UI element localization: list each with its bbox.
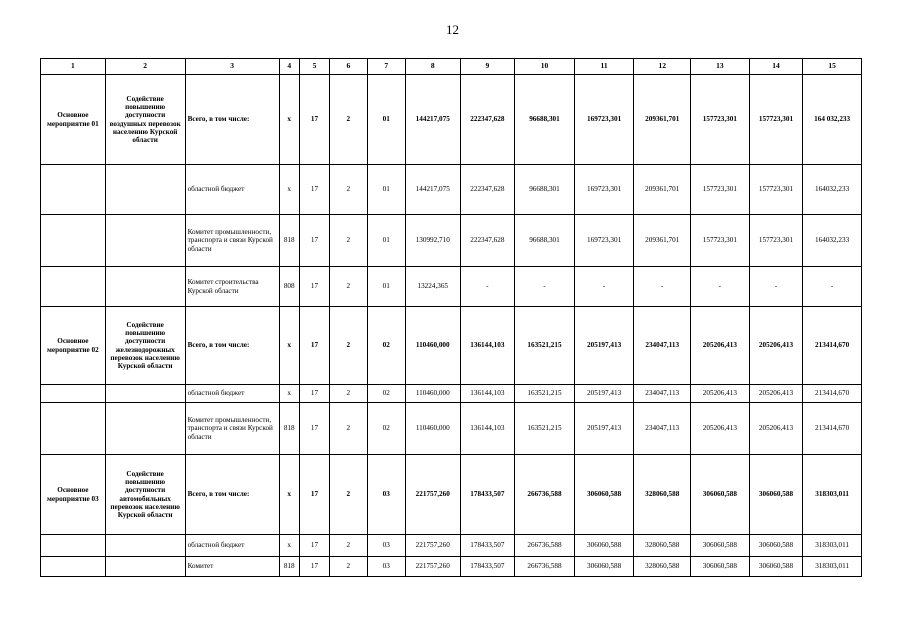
table-cell: 178433,507	[460, 557, 515, 577]
table-cell: 221757,260	[405, 535, 460, 557]
table-cell: 17	[299, 307, 329, 385]
table-cell: 213414,670	[803, 403, 862, 455]
table-cell: 205197,413	[574, 307, 634, 385]
table-cell: 17	[299, 267, 329, 307]
table-cell: 209361,701	[634, 165, 691, 215]
table-cell: 01	[367, 75, 405, 165]
table-cell: 17	[299, 215, 329, 267]
table-cell: 306060,588	[691, 455, 750, 535]
table-cell: 2	[330, 165, 367, 215]
empty-cell	[41, 557, 106, 577]
table-cell: 234047,113	[634, 307, 691, 385]
table-cell: 306060,588	[574, 557, 634, 577]
row-label: Всего, в том числе:	[185, 75, 279, 165]
row-label: Комитет	[185, 557, 279, 577]
table-row	[41, 535, 862, 557]
table-cell: 328060,588	[634, 455, 691, 535]
table-cell: 164032,233	[803, 215, 862, 267]
table-cell: 178433,507	[460, 455, 515, 535]
table-cell: 205206,413	[691, 403, 750, 455]
table-cell: 17	[299, 403, 329, 455]
table-cell: 136144,103	[460, 385, 515, 403]
empty-cell	[41, 403, 106, 455]
table-cell: 266736,588	[515, 535, 575, 557]
measure-description: Содействие повышению доступности воздушных перевозок населению Курской области	[105, 75, 185, 165]
column-header: 3	[185, 59, 279, 75]
table-cell: 96688,301	[515, 165, 575, 215]
table-cell: 2	[330, 267, 367, 307]
table-cell: х	[279, 455, 299, 535]
table-cell: 17	[299, 385, 329, 403]
table-cell: -	[460, 267, 515, 307]
table-cell: 136144,103	[460, 403, 515, 455]
table-cell: х	[279, 385, 299, 403]
column-header: 12	[634, 59, 691, 75]
table-cell: 205206,413	[749, 307, 803, 385]
table-cell: 808	[279, 267, 299, 307]
column-header: 14	[749, 59, 803, 75]
column-header: 2	[105, 59, 185, 75]
table-cell: 2	[330, 385, 367, 403]
table-row	[41, 455, 862, 535]
table-cell: 318303,011	[803, 557, 862, 577]
table-cell: 169723,301	[574, 165, 634, 215]
table-cell: 221757,260	[405, 557, 460, 577]
empty-cell	[41, 535, 106, 557]
empty-cell	[105, 385, 185, 403]
table-cell: 234047,113	[634, 403, 691, 455]
table-cell: -	[574, 267, 634, 307]
table-cell: 17	[299, 557, 329, 577]
row-label: областной бюджет	[185, 165, 279, 215]
column-header: 6	[330, 59, 367, 75]
table-cell: 03	[367, 455, 405, 535]
table-cell: 02	[367, 403, 405, 455]
table-cell: -	[803, 267, 862, 307]
column-header: 4	[279, 59, 299, 75]
table-cell: х	[279, 165, 299, 215]
table-cell: 02	[367, 307, 405, 385]
table-cell: 2	[330, 557, 367, 577]
table-cell: 818	[279, 557, 299, 577]
table-cell: 13224,365	[405, 267, 460, 307]
column-header: 5	[299, 59, 329, 75]
table-row	[41, 75, 862, 165]
table-cell: 2	[330, 75, 367, 165]
table-row	[41, 165, 862, 215]
table-cell: 221757,260	[405, 455, 460, 535]
row-label: Комитет строительства Курской области	[185, 267, 279, 307]
table-cell: 17	[299, 535, 329, 557]
table-cell: 17	[299, 455, 329, 535]
empty-cell	[41, 215, 106, 267]
table-cell: 110460,000	[405, 403, 460, 455]
table-cell: 205206,413	[749, 403, 803, 455]
table-row	[41, 403, 862, 455]
table-row	[41, 385, 862, 403]
table-cell: 328060,588	[634, 557, 691, 577]
table-cell: 178433,507	[460, 535, 515, 557]
table-cell: 144217,075	[405, 165, 460, 215]
table-cell: х	[279, 535, 299, 557]
empty-cell	[105, 215, 185, 267]
table-cell: 157723,301	[691, 215, 750, 267]
measure-name: Основное мероприятие 02	[41, 307, 106, 385]
table-cell: х	[279, 75, 299, 165]
table-cell: 234047,113	[634, 385, 691, 403]
row-label: Всего, в том числе:	[185, 455, 279, 535]
column-header: 1	[41, 59, 106, 75]
table-cell: 818	[279, 403, 299, 455]
table-cell: 205206,413	[691, 385, 750, 403]
table-cell: 2	[330, 455, 367, 535]
table-cell: 157723,301	[749, 165, 803, 215]
table-cell: 222347,628	[460, 215, 515, 267]
table-cell: -	[634, 267, 691, 307]
table-cell: 157723,301	[691, 75, 750, 165]
table-cell: 209361,701	[634, 215, 691, 267]
table-cell: 205197,413	[574, 403, 634, 455]
table-cell: 205197,413	[574, 385, 634, 403]
measure-name: Основное мероприятие 01	[41, 75, 106, 165]
row-label: Комитет промышленности, транспорта и связи Курской области	[185, 403, 279, 455]
table-cell: 306060,588	[574, 535, 634, 557]
table-cell: 96688,301	[515, 215, 575, 267]
row-label: областной бюджет	[185, 385, 279, 403]
table-cell: 130992,710	[405, 215, 460, 267]
table-cell: 2	[330, 215, 367, 267]
table-cell: 306060,588	[574, 455, 634, 535]
empty-cell	[105, 267, 185, 307]
table-cell: 2	[330, 307, 367, 385]
measure-description: Содействие повышению доступности железнодорожных перевозок населению Курской области	[105, 307, 185, 385]
empty-cell	[41, 165, 106, 215]
column-header: 13	[691, 59, 750, 75]
table-cell: 136144,103	[460, 307, 515, 385]
empty-cell	[105, 165, 185, 215]
table-cell: 818	[279, 215, 299, 267]
table-cell: 01	[367, 215, 405, 267]
row-label: Всего, в том числе:	[185, 307, 279, 385]
budget-table	[40, 58, 862, 577]
table-cell: 205206,413	[691, 307, 750, 385]
table-cell: 17	[299, 165, 329, 215]
table-cell: 2	[330, 403, 367, 455]
empty-cell	[105, 535, 185, 557]
table-cell: 213414,670	[803, 307, 862, 385]
table-cell: 163521,215	[515, 385, 575, 403]
column-header: 7	[367, 59, 405, 75]
row-label: областной бюджет	[185, 535, 279, 557]
empty-cell	[105, 557, 185, 577]
table-cell: 164032,233	[803, 165, 862, 215]
header-row	[41, 59, 862, 75]
table-cell: 01	[367, 165, 405, 215]
table-row	[41, 267, 862, 307]
table-row	[41, 557, 862, 577]
table-cell: 266736,588	[515, 455, 575, 535]
table-cell: 2	[330, 535, 367, 557]
table-cell: 110460,000	[405, 307, 460, 385]
empty-cell	[41, 267, 106, 307]
table-cell: -	[691, 267, 750, 307]
measure-description: Содействие повышению доступности автомобильных перевозок населению Курской области	[105, 455, 185, 535]
table-cell: 157723,301	[749, 215, 803, 267]
column-header: 9	[460, 59, 515, 75]
table-cell: 157723,301	[691, 165, 750, 215]
column-header: 15	[803, 59, 862, 75]
table-cell: 157723,301	[749, 75, 803, 165]
table-cell: х	[279, 307, 299, 385]
table-cell: 169723,301	[574, 215, 634, 267]
table-cell: 02	[367, 385, 405, 403]
table-cell: 110460,000	[405, 385, 460, 403]
table-cell: 328060,588	[634, 535, 691, 557]
table-cell: 318303,011	[803, 455, 862, 535]
empty-cell	[41, 385, 106, 403]
column-header: 8	[405, 59, 460, 75]
table-row	[41, 307, 862, 385]
table-cell: -	[515, 267, 575, 307]
table-cell: 222347,628	[460, 75, 515, 165]
table-cell: 164 032,233	[803, 75, 862, 165]
table-cell: 222347,628	[460, 165, 515, 215]
row-label: Комитет промышленности, транспорта и связи Курской области	[185, 215, 279, 267]
empty-cell	[105, 403, 185, 455]
table-cell: 96688,301	[515, 75, 575, 165]
table-cell: 266736,588	[515, 557, 575, 577]
table-cell: -	[749, 267, 803, 307]
column-header: 11	[574, 59, 634, 75]
table-cell: 306060,588	[749, 557, 803, 577]
table-cell: 306060,588	[749, 455, 803, 535]
table-cell: 306060,588	[691, 535, 750, 557]
table-cell: 169723,301	[574, 75, 634, 165]
table-cell: 03	[367, 535, 405, 557]
table-cell: 163521,215	[515, 403, 575, 455]
table-cell: 318303,011	[803, 535, 862, 557]
table-row	[41, 215, 862, 267]
table-cell: 209361,701	[634, 75, 691, 165]
table-cell: 01	[367, 267, 405, 307]
page-number: 12	[446, 22, 459, 37]
table-cell: 03	[367, 557, 405, 577]
table-cell: 17	[299, 75, 329, 165]
table-cell: 213414,670	[803, 385, 862, 403]
table-cell: 306060,588	[749, 535, 803, 557]
table-cell: 205206,413	[749, 385, 803, 403]
table-cell: 163521,215	[515, 307, 575, 385]
table-cell: 306060,588	[691, 557, 750, 577]
measure-name: Основное мероприятие 03	[41, 455, 106, 535]
table-cell: 144217,075	[405, 75, 460, 165]
column-header: 10	[515, 59, 575, 75]
